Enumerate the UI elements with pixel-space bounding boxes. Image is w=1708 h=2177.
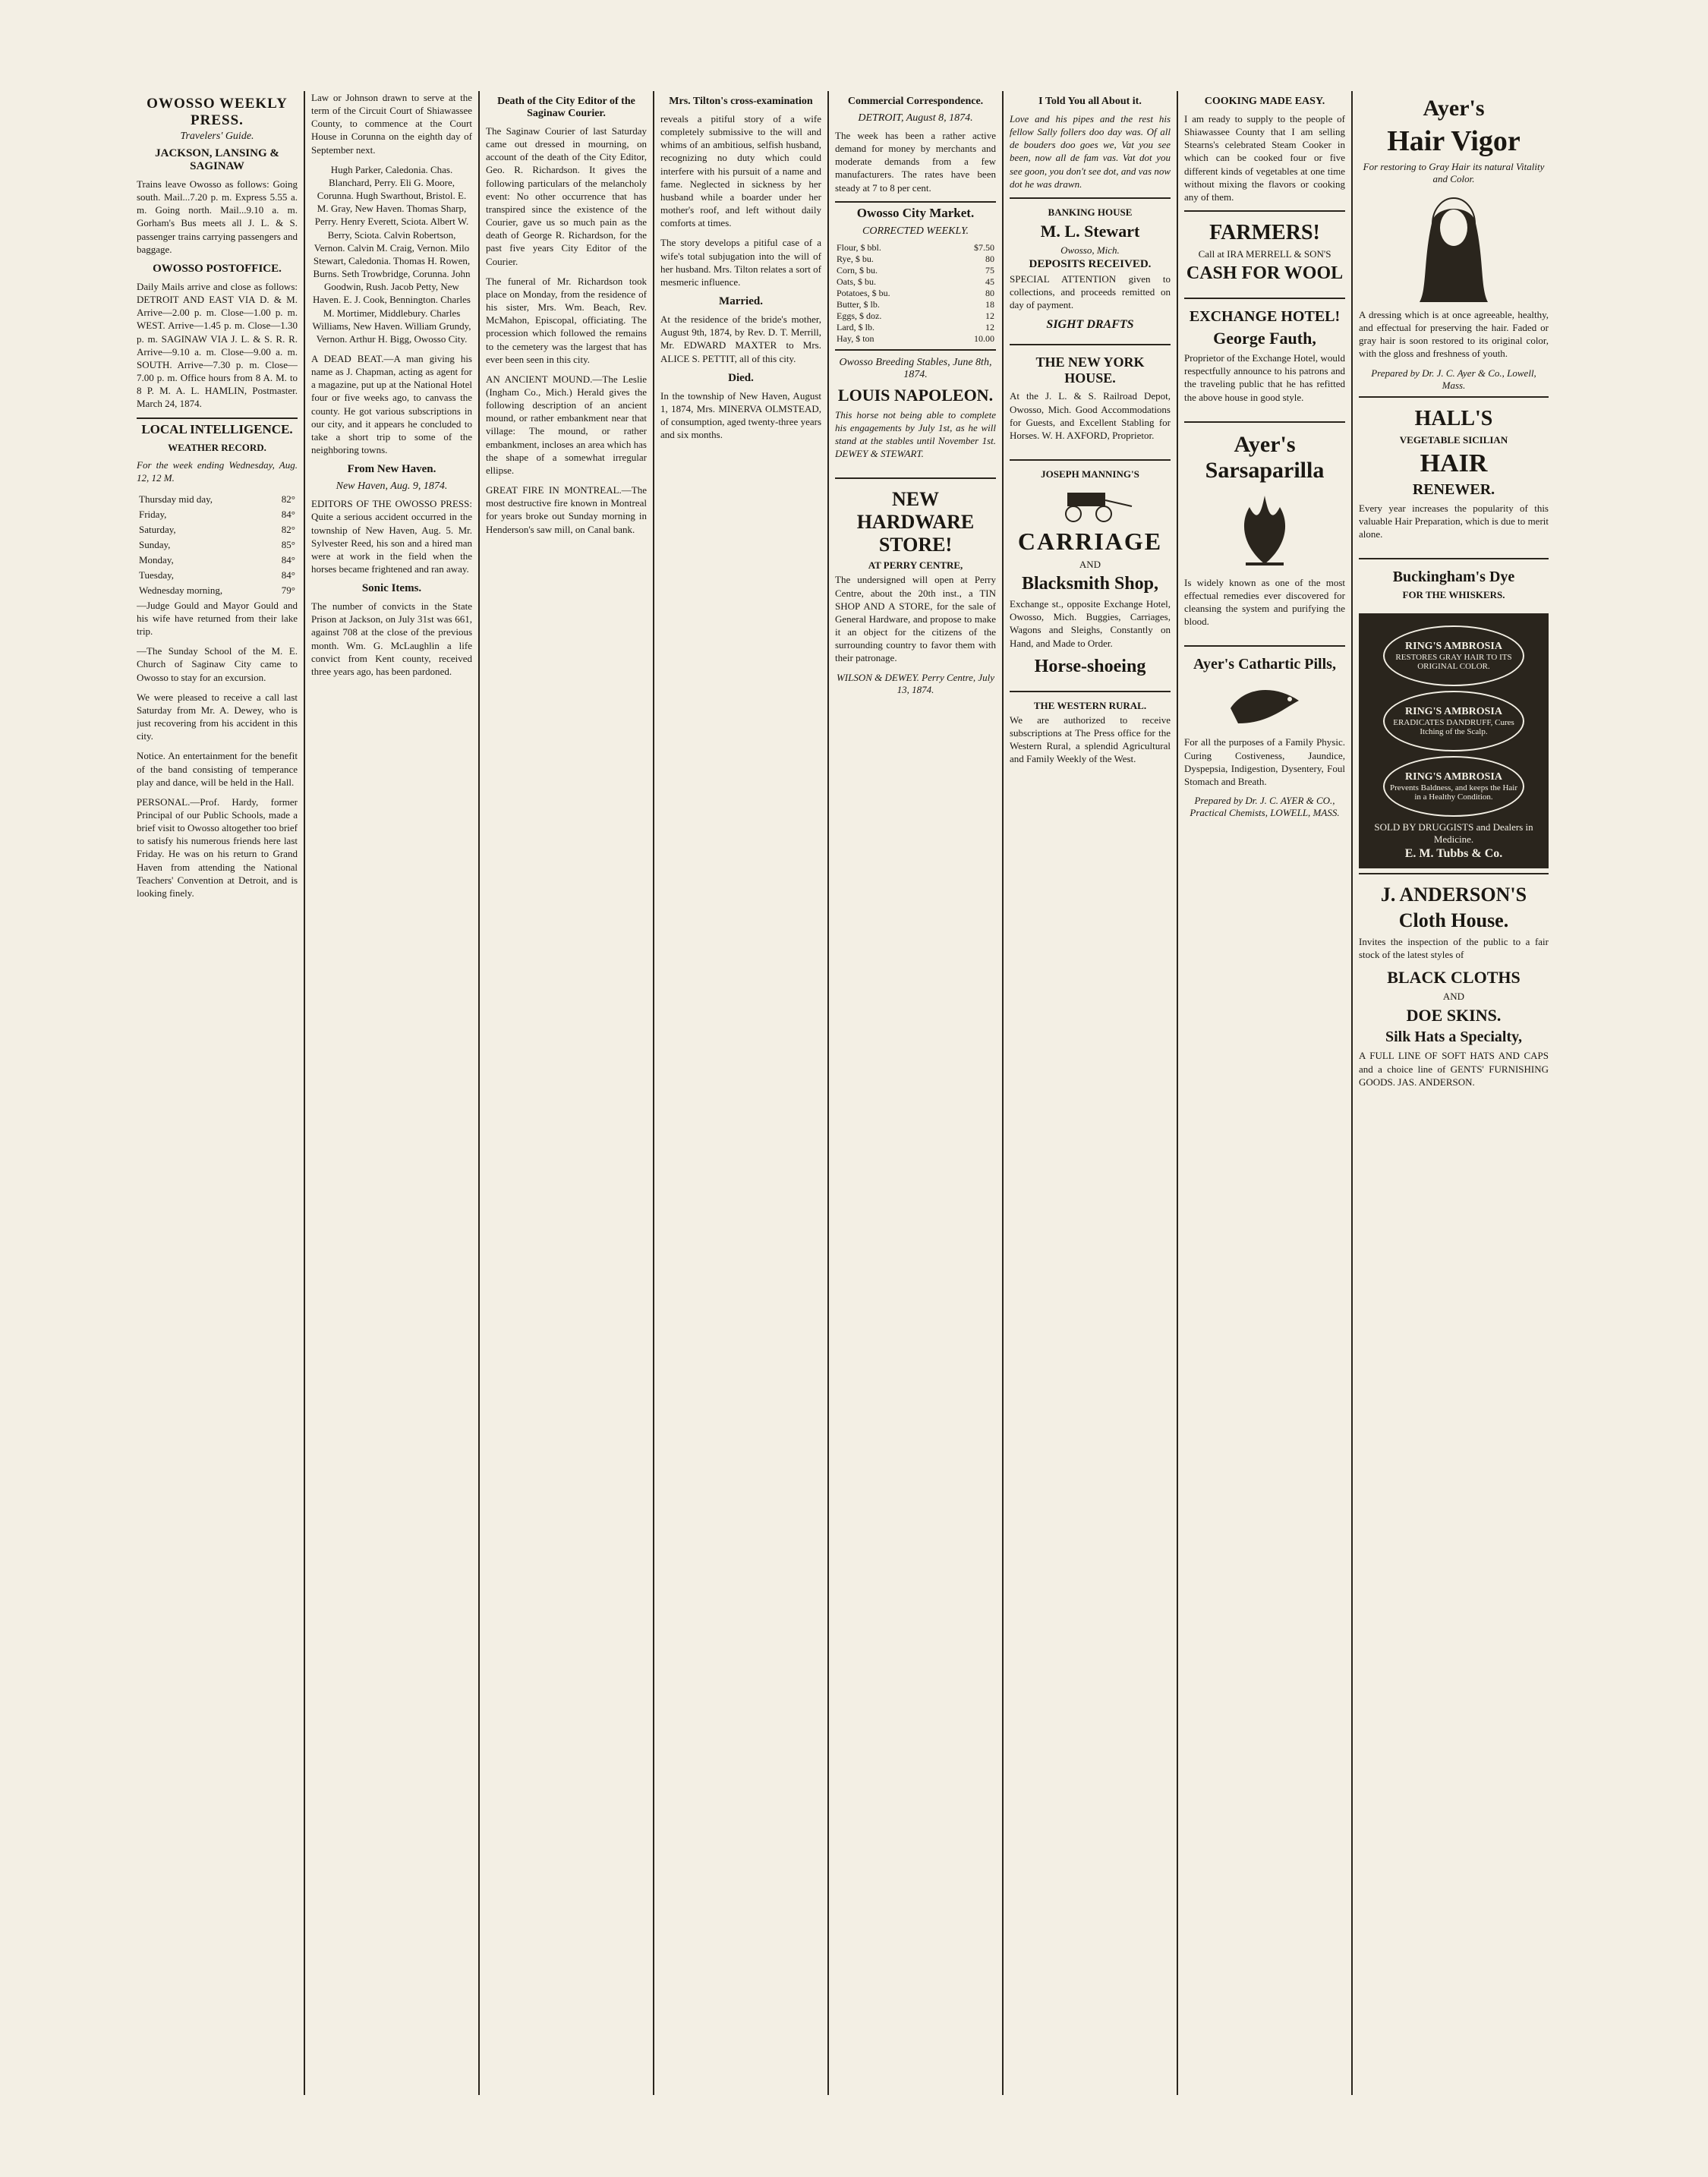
cash-for-wool: CASH FOR WOOL — [1186, 263, 1344, 284]
died-title: Died. — [728, 371, 754, 384]
halls-renewer: RENEWER. — [1412, 480, 1495, 498]
local-item: We were pleased to receive a call last Saturday from Mr. A. Dewey, who is just recovering from his accident in this city. — [137, 691, 298, 742]
bank-deposits: DEPOSITS RECEIVED. — [1029, 257, 1152, 270]
carriage-pre: JOSEPH MANNING'S — [1041, 468, 1139, 480]
weather-title: WEATHER RECORD. — [168, 441, 266, 453]
carriage-ad — [1010, 459, 1171, 686]
stallion-header: Owosso Breeding Stables, June 8th, 1874. — [839, 356, 992, 380]
farmers-ad — [1184, 210, 1345, 293]
exchange-hotel-name: George Fauth, — [1213, 329, 1316, 348]
cooking-title: COOKING MADE EASY. — [1204, 96, 1325, 107]
commercial-title: Commercial Correspondence. — [847, 96, 984, 107]
exchange-hotel-ad — [1184, 298, 1345, 417]
carriage-and: AND — [1079, 559, 1101, 571]
carriage-engraving-icon — [1045, 485, 1136, 523]
weather-row: Friday, 84° — [139, 508, 295, 520]
anderson-tail: A FULL LINE OF SOFT HATS AND CAPS and a choice line of GENTS' FURNISHING GOODS. JAS. ANDERSON. — [1359, 1050, 1549, 1088]
jury-list: Hugh Parker, Caledonia. Chas. Blanchard, Perry. Eli G. Moore, Corunna. Hugh Swarthout, Bristol. E. M. Gray, New Haven. Thomas Sharp, Perry. Henry Everett, Sciota. Albert W. Berry, Sciota. Calvin Robertson, Vernon. Calvin M. Craig, Vernon. Milo Stewart, Caledonia. Thomas H. Rowen, Burns. Seth Trowbridge, Corunna. John Goodwin, Rush. Jacob Petty, New Haven. E. J. Cook, Bennington. Charles M. Mortimer, Middlebury. Charles Williams, New Haven. William Grundy, Vernon. Arthur H. Bigg, Owosso City. — [312, 163, 471, 345]
stallion-text: This horse not being able to complete his engagements by July 1st, as he will stand at the stables until November 1st. DEWEY & STEWART. — [835, 408, 996, 460]
postoffice-title: OWOSSO POSTOFFICE. — [153, 262, 282, 275]
stallion-title: LOUIS NAPOLEON. — [837, 385, 994, 405]
buckingham-ad — [1359, 558, 1549, 609]
hardware-text: The undersigned will open at Perry Centre, about the 20th inst., a TIN SHOP AND A STORE, for the sale of General Hardware, and propose to make it an object for the citizens of the surrounding country to favor them with their patronage. — [835, 574, 996, 664]
market-row: Butter, $ lb. 18 — [837, 298, 994, 310]
column-divider — [478, 91, 480, 2095]
silk-hats: Silk Hats a Specialty, — [1385, 1029, 1523, 1046]
commercial-text: The week has been a rather active demand for money by merchants and moderate demands from a few manufacturers. The rates have been steady at 7 to 8 per cent. — [835, 130, 996, 194]
ambrosia-medallion: RING'S AMBROSIA RESTORES GRAY HAIR TO ITS ORIGINAL COLOR. — [1383, 625, 1524, 686]
halls-subtitle: VEGETABLE SICILIAN — [1399, 433, 1508, 446]
bank-name: M. L. Stewart — [1040, 221, 1140, 241]
column-4 — [660, 91, 821, 2095]
jury-intro: Law or Johnson drawn to serve at the term of the Circuit Court of Shiawassee County, to commence at the Court House in Corunna on the eighth day of September next. — [311, 92, 472, 156]
local-item: —The Sunday School of the M. E. Church of Saginaw City came to Owosso to stay for an excursion. — [137, 645, 298, 683]
column-8 — [1359, 91, 1549, 2095]
dead-beat-story: A DEAD BEAT.—A man giving his name as J. Chapman, acting as agent for a magazine, put up at the National Hotel four or five weeks ago, to canvass the county. He got various subscriptions in our city, and it appears he concluded to take a short trip to some of the neighboring towns. — [311, 352, 472, 456]
anderson-subtitle: Cloth House. — [1398, 909, 1509, 932]
new-haven-text: EDITORS OF THE OWOSSO PRESS: Quite a serious accident occurred in the township of New Haven, Aug. 5. Mr. Sylvester Reed, his son and a hired man were at work in the field when the horses became frightened and ran away. — [311, 498, 472, 575]
market-row: Hay, $ ton 10.00 — [837, 332, 994, 344]
weather-table — [137, 491, 298, 599]
newspaper-page — [137, 91, 1549, 2095]
ancient-mound-text: AN ANCIENT MOUND.—The Leslie (Ingham Co., Mich.) Herald gives the following description of an ancient mound, or rather embankment near that village: The mound, or rather embankment, incloses an area which has the shape of a somewhat irregular ellipse. — [486, 373, 647, 476]
carriage-title: CARRIAGE — [1017, 528, 1163, 556]
weather-row: Tuesday, 84° — [139, 569, 295, 581]
market-title: Owosso City Market. — [835, 201, 996, 221]
column-divider — [827, 91, 829, 2095]
column-divider — [1002, 91, 1004, 2095]
column-1 — [137, 91, 298, 2095]
cathartic-text: For all the purposes of a Family Physic. Curing Costiveness, Jaundice, Dyspepsia, Indigestion, Dysentery, Foul Stomach and Breath. — [1184, 736, 1345, 787]
hair-vigor-subtitle: For restoring to Gray Hair its natural Vitality and Color. — [1363, 161, 1545, 184]
market-row: Oats, $ bu. 45 — [837, 276, 994, 287]
column-divider — [304, 91, 305, 2095]
anderson-text: Invites the inspection of the public to a fair stock of the latest styles of — [1359, 936, 1549, 961]
black-cloths: BLACK CLOTHS — [1387, 968, 1520, 988]
married-title: Married. — [719, 295, 763, 308]
anderson-and: AND — [1442, 991, 1465, 1003]
ambrosia-medallion: RING'S AMBROSIA ERADICATES DANDRUFF, Cures Itching of the Scalp. — [1383, 691, 1524, 751]
western-rural-title: THE WESTERN RURAL. — [1033, 699, 1147, 711]
bank-ad — [1010, 197, 1171, 339]
new-york-house-title: THE NEW YORK HOUSE. — [1035, 354, 1145, 386]
stallion-ad — [835, 349, 996, 474]
cathartic-maker: Prepared by Dr. J. C. AYER & CO., Practical Chemists, LOWELL, MASS. — [1190, 794, 1340, 818]
market-subtitle: CORRECTED WEEKLY. — [862, 225, 969, 237]
ambrosia-ad — [1359, 613, 1549, 868]
halls-title: HALL'S — [1414, 406, 1493, 430]
weather-row: Sunday, 85° — [139, 538, 295, 550]
farmers-title: FARMERS! — [1209, 221, 1320, 245]
hair-vigor-maker: Prepared by Dr. J. C. Ayer & Co., Lowell, Mass. — [1371, 367, 1536, 391]
market-row: Lard, $ lb. 12 — [837, 321, 994, 332]
hair-vigor-title: Ayer's — [1423, 96, 1485, 121]
farmers-text: Call at IRA MERRELL & SON'S — [1198, 248, 1331, 260]
weather-row: Saturday, 82° — [139, 523, 295, 535]
column-2 — [311, 91, 472, 2095]
hair-vigor-text: A dressing which is at once agreeable, healthy, and effectual for preserving the hair. Faded or gray hair is soon restored to its original color, with the gloss and freshness of youth. — [1359, 309, 1549, 360]
exchange-hotel-text: Proprietor of the Exchange Hotel, would respectfully announce to his patrons and the traveling public that he has refitted the above house in good style. — [1184, 352, 1345, 403]
new-york-house-ad — [1010, 344, 1171, 455]
poem-title: I Told You all About it. — [1038, 96, 1142, 107]
tilton-story: The story develops a pitiful case of a wife's total subjugation into the will of her husband. Mrs. Tilton relates a sort of mesmeric influence. — [660, 237, 821, 288]
column-6 — [1010, 91, 1171, 2095]
buckingham-title: Buckingham's Dye — [1392, 569, 1515, 586]
masthead-subtitle: Travelers' Guide. — [180, 131, 254, 142]
anderson-title: J. ANDERSON'S — [1380, 884, 1527, 906]
market-table — [835, 242, 996, 345]
funeral-text: The funeral of Mr. Richardson took place on Monday, from the residence of his sister, Mrs. Wm. Beach, Rev. McMahon, Episcopal, officiating. The procession which followed the remains to the cemetery was the largest that has ever been seen in this city. — [486, 275, 647, 365]
phoenix-engraving-icon — [1223, 488, 1306, 572]
commercial-dateline: DETROIT, August 8, 1874. — [858, 112, 973, 124]
tilton-title: Mrs. Tilton's cross-examination — [669, 96, 813, 107]
local-title: LOCAL INTELLIGENCE. — [137, 417, 298, 437]
obituary-title: Death of the City Editor of the Saginaw Courier. — [497, 96, 635, 119]
halls-renewer-ad — [1359, 396, 1549, 553]
sarsaparilla-ad — [1184, 421, 1345, 641]
anderson-ad — [1359, 873, 1549, 1101]
column-5 — [835, 91, 996, 2095]
local-item: —Judge Gould and Mayor Gould and his wife have returned from their lake trip. — [137, 599, 298, 638]
poem-text: Love and his pipes and the rest his fellow Sally follers doo day was. Of all de bouders doo goes we, Vat you see been, now all de fam vas. Vat dot you see goon, you don't see dot, and vas now dot he was drawn. — [1010, 113, 1171, 190]
personal-item: PERSONAL.—Prof. Hardy, former Principal of our Public Schools, made a brief visit to Owosso altogether too brief to satisfy his numerous friends here last Friday. He was on his return to Grand Haven from attending the National Teachers' Convention at Detroit, and is looking finely. — [137, 796, 298, 899]
bank-drafts: SIGHT DRAFTS — [1046, 318, 1134, 332]
carriage-text: Exchange st., opposite Exchange Hotel, Owosso, Mich. Buggies, Carriages, Wagons and Sleighs, Constantly on Hand, and Made to Order. — [1010, 598, 1171, 649]
new-york-house-text: At the J. L. & S. Railroad Depot, Owosso, Mich. Good Accommodations for Guests, and Excellent Stabling for Horses. W. H. AXFORD, Proprietor. — [1010, 390, 1171, 441]
hardware-signature: WILSON & DEWEY. Perry Centre, July 13, 1874. — [836, 671, 995, 695]
new-haven-dateline: New Haven, Aug. 9, 1874. — [336, 480, 448, 493]
died-text: In the township of New Haven, August 1, 1874, Mrs. MINERVA OLMSTEAD, of consumption, aged twenty-three years and six months. — [660, 389, 821, 441]
weather-row: Thursday mid day, 82° — [139, 493, 295, 505]
sarsaparilla-title: Ayer's Sarsaparilla — [1205, 431, 1325, 483]
weather-row: Wednesday morning, 79° — [139, 584, 295, 596]
railroad-text: Trains leave Owosso as follows: Going south. Mail...7.20 p. m. Express 5.55 a. m. Going north. Mail...9.10 a. m. Gorham's Bus meets all J. L. & S. passenger trains carrying passengers and baggage. — [137, 178, 298, 255]
blacksmith-title: Blacksmith Shop, — [1021, 574, 1159, 594]
new-haven-title: From New Haven. — [347, 463, 436, 476]
state-items-text: The number of convicts in the State Prison at Jackson, on July 31st was 661, against 708 at the close of the previous month. Wm. G. McLaughlin a life convict from Kent county, received three years ago, has been pardoned. — [311, 600, 472, 677]
sarsaparilla-text: Is widely known as one of the most effectual remedies ever discovered for cleansing the system and purifying the blood. — [1184, 576, 1345, 628]
bird-engraving-icon — [1223, 678, 1306, 731]
column-divider — [1177, 91, 1178, 2095]
cathartic-pills-ad — [1184, 645, 1345, 827]
weather-row: Monday, 84° — [139, 553, 295, 566]
hardware-subtitle: AT PERRY CENTRE, — [868, 559, 963, 572]
exchange-hotel-title: EXCHANGE HOTEL! — [1189, 308, 1341, 326]
horseshoe-title: Horse-shoeing — [1034, 656, 1146, 676]
halls-text: Every year increases the popularity of this valuable Hair Preparation, which is due to merit alone. — [1359, 502, 1549, 540]
cooking-text: I am ready to supply to the people of Shiawassee County that I am selling Stearns's celebrated Steam Cooker in which can be cooked four or five different kinds of vegetables at one time without mixing the flavors or cooking any of them. — [1184, 113, 1345, 203]
local-item: Notice. An entertainment for the benefit of the band consisting of temperance play and dance, will be held in the Hall. — [137, 750, 298, 788]
western-rural-ad — [1010, 691, 1171, 779]
woman-portrait-engraving-icon — [1408, 190, 1499, 304]
market-row: Rye, $ bu. 80 — [837, 253, 994, 264]
obituary-text: The Saginaw Courier of last Saturday came out dressed in mourning, on account of the death of the City Editor, Geo. R. Richardson. It gives the following particulars of the melancholy event: No other occurrence that has transpired since the existence of the Courier, gave us so much pain as the death of George R. Richardson, for the past five years City Editor of the Courier. — [486, 125, 647, 267]
masthead-title: OWOSSO WEEKLY PRESS. — [147, 96, 288, 128]
western-rural-text: We are authorized to receive subscriptions at The Press office for the Western Rural, a splendid Agricultural and Family Weekly of the West. — [1010, 714, 1171, 765]
weather-note: For the week ending Wednesday, Aug. 12, 12 M. — [137, 458, 298, 484]
married-text: At the residence of the bride's mother, August 9th, 1874, by Rev. D. T. Merrill, Mr. EDWARD MAXTER to Mrs. ALICE S. PETTIT, all of this city. — [660, 313, 821, 364]
hardware-title: NEW HARDWARE STORE! — [856, 488, 975, 556]
halls-hair: HAIR — [1420, 449, 1488, 477]
bank-place: Owosso, Mich. — [1060, 244, 1120, 256]
doe-skins: DOE SKINS. — [1406, 1006, 1502, 1025]
market-row: Flour, $ bbl. $7.50 — [837, 241, 994, 253]
hardware-ad — [835, 477, 996, 703]
ambrosia-agent: E. M. Tubbs & Co. — [1404, 847, 1503, 861]
market-row: Potatoes, $ bu. 80 — [837, 287, 994, 298]
hair-vigor-title-2: Hair Vigor — [1387, 125, 1520, 157]
market-row: Eggs, $ doz. 12 — [837, 310, 994, 321]
bank-title: BANKING HOUSE — [1048, 206, 1133, 218]
state-items-title: Sonic Items. — [361, 582, 422, 595]
cathartic-title: Ayer's Cathartic Pills, — [1193, 656, 1336, 673]
column-divider — [653, 91, 654, 2095]
postoffice-text: Daily Mails arrive and close as follows: DETROIT AND EAST VIA D. & M. Arrive—2.00 p. m. Close—1.00 p. m. WEST. Arrive—1.45 p. m. Close—1.30 p. m. SAGINAW VIA J. L. & S. R. R. Arrive—9.10 a. m. Close—9.00 a. m. SOUTH. Arrive—7.30 p. m. Close—7.00 p. m. Office hours from 8 A. M. to 8 P. M. A. L. HAMLIN, Postmaster. March 24, 1874. — [137, 280, 298, 410]
railroad-title: JACKSON, LANSING & SAGINAW — [155, 147, 279, 172]
ambrosia-medallion: RING'S AMBROSIA Prevents Baldness, and keeps the Hair in a Healthy Condition. — [1383, 756, 1524, 817]
montreal-fire-text: GREAT FIRE IN MONTREAL.—The most destructive fire known in Montreal for years broke out Sunday morning in Henderson's saw mill, on Canal bank. — [486, 484, 647, 535]
market-row: Corn, $ bu. 75 — [837, 264, 994, 276]
ambrosia-sold: SOLD BY DRUGGISTS and Dealers in Medicine. — [1374, 821, 1533, 846]
column-divider — [1351, 91, 1353, 2095]
column-7 — [1184, 91, 1345, 2095]
column-3 — [486, 91, 647, 2095]
tilton-text: reveals a pitiful story of a wife completely submissive to the will and whims of an ambitious, selfish husband, recognizing no duty which could interfere with his pursuit of a name and fame. Neglected in sickness by her husband while a boarder under her mother's roof, and left without daily comforts at times. — [660, 113, 821, 229]
bank-note: SPECIAL ATTENTION given to collections, and proceeds remitted on day of payment. — [1010, 273, 1171, 311]
buckingham-subtitle: FOR THE WHISKERS. — [1402, 589, 1505, 601]
